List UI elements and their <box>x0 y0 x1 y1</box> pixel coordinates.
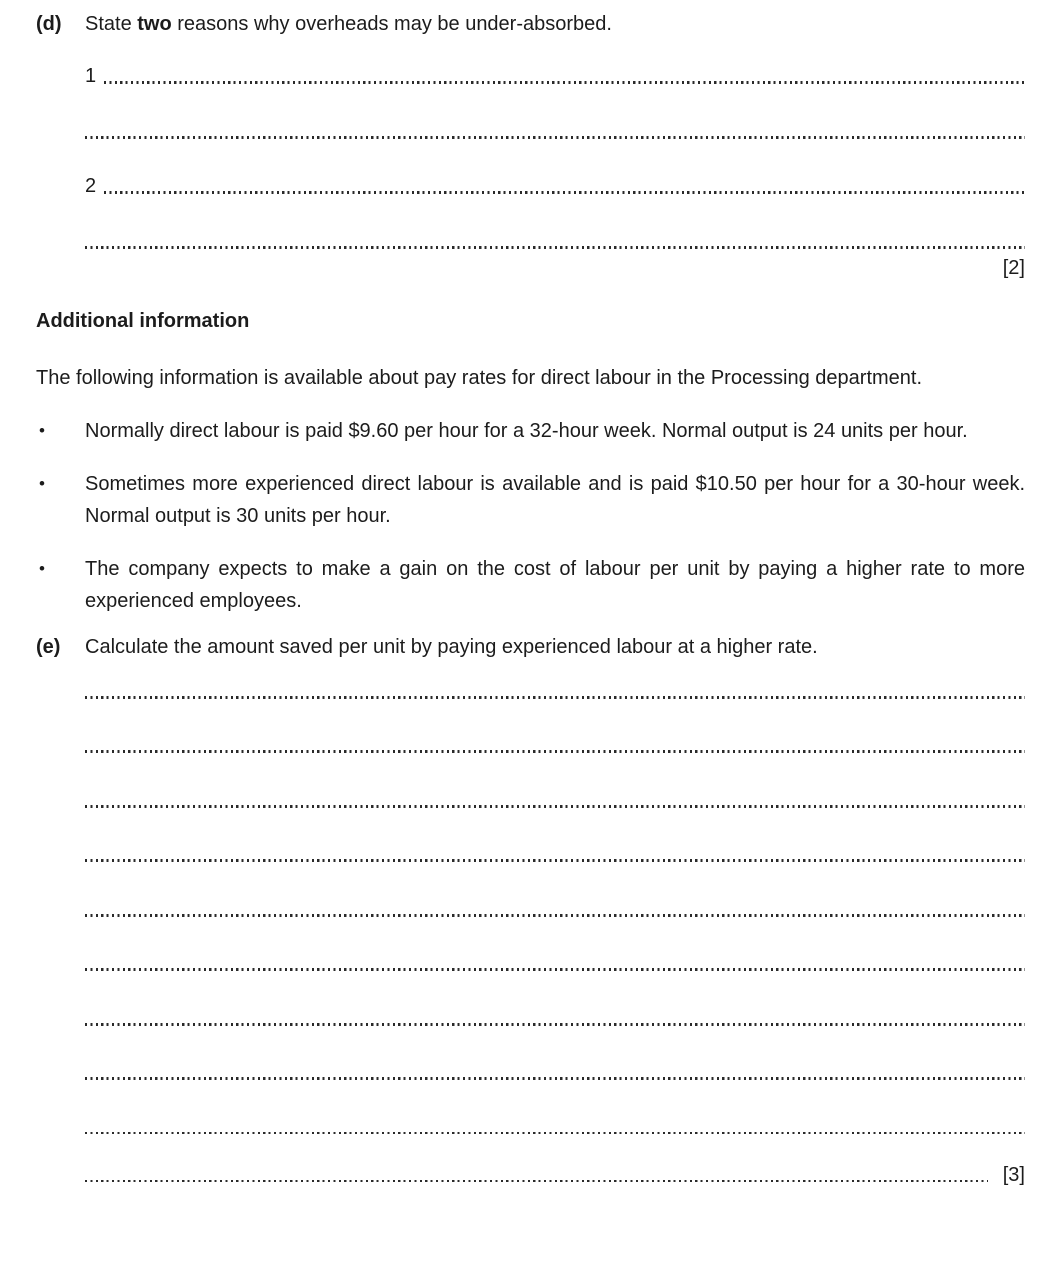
answer-line-4[interactable] <box>85 859 1025 862</box>
answer-line-9[interactable] <box>85 1132 1025 1135</box>
bullet-item-3 <box>36 553 1025 617</box>
question-d-prompt-prefix: State <box>85 13 138 35</box>
answer-line-10[interactable] <box>85 1161 1025 1187</box>
dotted-line[interactable] <box>85 968 1025 971</box>
question-e-marks: [3] <box>1002 1164 1025 1187</box>
question-d-label: (d) <box>36 13 62 35</box>
answer-2-number: 2 <box>85 175 97 197</box>
dotted-line[interactable] <box>85 859 1025 862</box>
answer-1-line[interactable] <box>85 66 1025 86</box>
answer-1-dotted-line-2[interactable] <box>85 136 1025 139</box>
answer-line-2[interactable] <box>85 750 1025 753</box>
additional-information-heading: Additional information <box>36 310 250 332</box>
question-d-prompt-suffix: reasons why overheads may be under-absorbed. <box>171 13 612 35</box>
dotted-line[interactable] <box>85 1023 1025 1026</box>
bullet-item-1 <box>36 415 1025 447</box>
answer-line-3[interactable] <box>85 805 1025 808</box>
answer-1-dotted-line[interactable] <box>104 81 1025 84</box>
dotted-line[interactable] <box>85 750 1025 753</box>
question-d-marks: [2] <box>1002 257 1025 279</box>
question-d-prompt <box>85 9 1025 39</box>
answer-2-dotted-line[interactable] <box>104 191 1025 194</box>
additional-information-section <box>36 309 1025 617</box>
dotted-line[interactable] <box>85 1077 1025 1080</box>
bullet-item-1-text: Normally direct labour is paid $9.60 per hour for a 32-hour week. Normal output is 24 units per hour. <box>85 420 968 442</box>
bullet-item-2 <box>36 468 1025 532</box>
answer-1-number: 1 <box>85 65 97 87</box>
bullet-list <box>36 415 1025 617</box>
answer-line-8[interactable] <box>85 1077 1025 1080</box>
question-e-prompt-row <box>36 632 1025 662</box>
dotted-line[interactable] <box>85 1180 988 1183</box>
question-e-answer-zone <box>85 696 1025 1187</box>
answer-2-line[interactable] <box>85 176 1025 196</box>
answer-2-continuation-line[interactable] <box>85 231 1025 251</box>
question-d-prompt-row <box>36 9 1025 39</box>
bullet-item-3-text: The company expects to make a gain on the cost of labour per unit by paying a higher rate to more experienced employees. <box>85 558 1025 612</box>
question-e-label: (e) <box>36 636 61 658</box>
answer-line-5[interactable] <box>85 914 1025 917</box>
answer-line-7[interactable] <box>85 1023 1025 1026</box>
question-e <box>36 632 1025 1187</box>
bullet-icon: • <box>39 559 45 578</box>
answer-2-dotted-line-2[interactable] <box>85 246 1025 249</box>
question-e-prompt: Calculate the amount saved per unit by paying experienced labour at a higher rate. <box>85 636 818 658</box>
answer-1-continuation-line[interactable] <box>85 121 1025 141</box>
question-d-prompt-bold-word: two <box>137 13 172 35</box>
answer-line-1[interactable] <box>85 696 1025 699</box>
dotted-line[interactable] <box>85 914 1025 917</box>
dotted-line[interactable] <box>85 1132 1025 1135</box>
bullet-item-2-text: Sometimes more experienced direct labour is available and is paid $10.50 per hour for a 30-hour week. Normal output is 30 units per hour. <box>85 473 1025 527</box>
dotted-line[interactable] <box>85 696 1025 699</box>
dotted-line[interactable] <box>85 805 1025 808</box>
question-d-answer-zone <box>85 66 1025 279</box>
question-d <box>36 9 1025 279</box>
answer-line-6[interactable] <box>85 968 1025 971</box>
bullet-icon: • <box>39 421 45 440</box>
bullet-icon: • <box>39 474 45 493</box>
additional-information-intro: The following information is available about pay rates for direct labour in the Processing department. <box>36 367 923 389</box>
